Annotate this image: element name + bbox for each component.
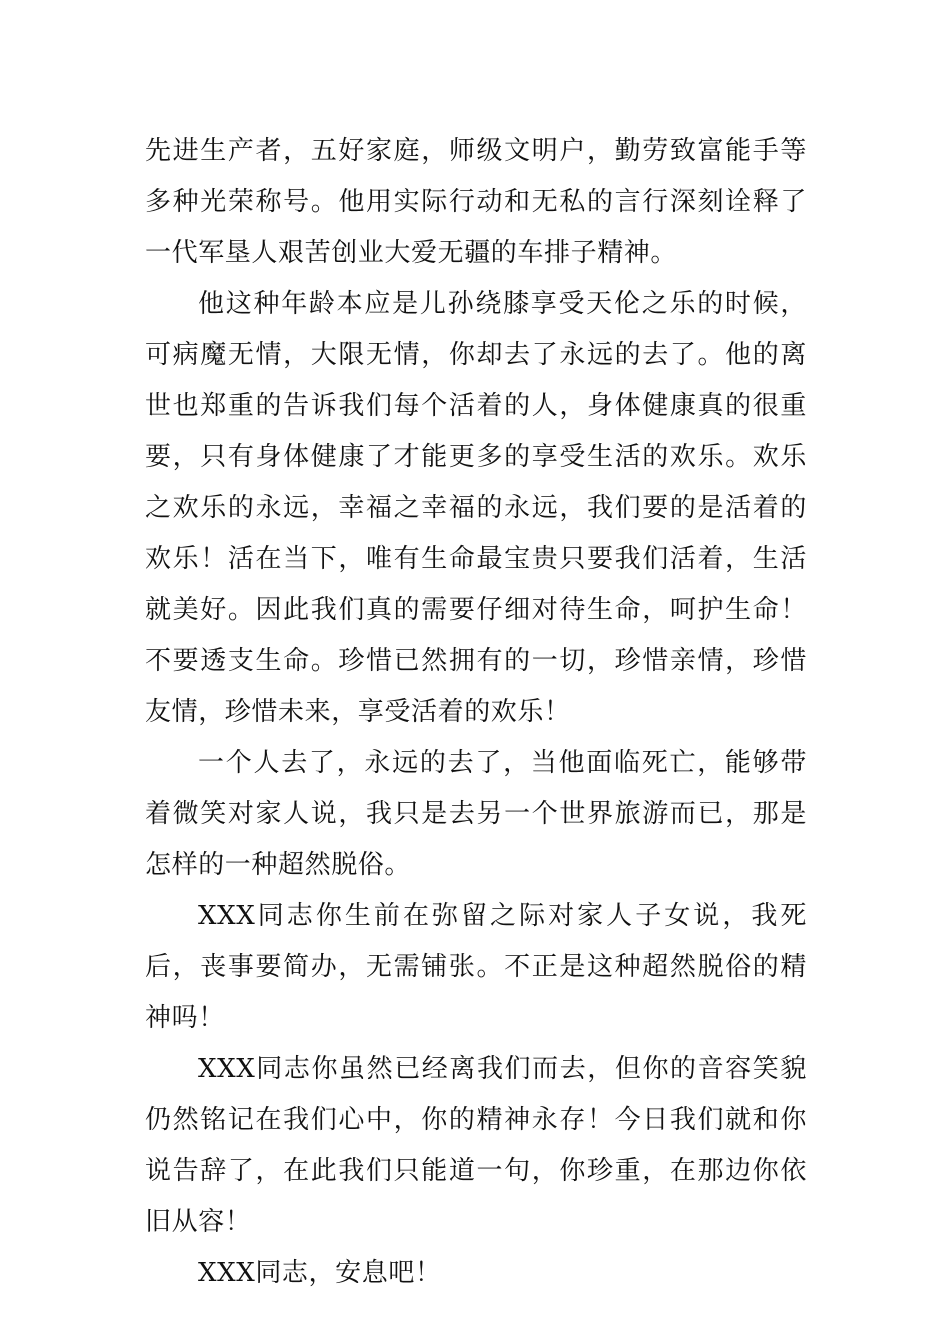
paragraph-3: 一个人去了，永远的去了，当他面临死亡，能够带着微笑对家人说，我只是去另一个世界旅游而已，那是怎样的一种超然脱俗。 (145, 748, 807, 880)
paragraph-4: XXX同志你生前在弥留之际对家人子女说，我死后，丧事要简办，无需铺张。不正是这种超然脱俗的精神吗！ (145, 901, 807, 1033)
paragraph-1: 先进生产者，五好家庭，师级文明户，勤劳致富能手等多种光荣称号。他用实际行动和无私的言行深刻诠释了一代军垦人艰苦创业大爱无疆的车排子精神。 (145, 136, 807, 268)
paragraph-5: XXX同志你虽然已经离我们而去，但你的音容笑貌仍然铭记在我们心中，你的精神永存！今日我们就和你说告辞了，在此我们只能道一句，你珍重，在那边你依旧从容！ (145, 1054, 807, 1237)
document-body (145, 126, 807, 1299)
paragraph-6: XXX同志，安息吧！ (198, 1258, 442, 1288)
paragraph-2: 他这种年龄本应是儿孙绕膝享受天伦之乐的时候，可病魔无情，大限无情，你却去了永远的去了。他的离世也郑重的告诉我们每个活着的人，身体健康真的很重要，只有身体健康了才能更多的享受生活的欢乐。欢乐之欢乐的永远，幸福之幸福的永远，我们要的是活着的欢乐！活在当下，唯有生命最宝贵只要我们活着，生活就美好。因此我们真的需要仔细对待生命，呵护生命！不要透支生命。珍惜已然拥有的一切，珍惜亲情，珍惜友情，珍惜未来，享受活着的欢乐！ (145, 289, 807, 727)
